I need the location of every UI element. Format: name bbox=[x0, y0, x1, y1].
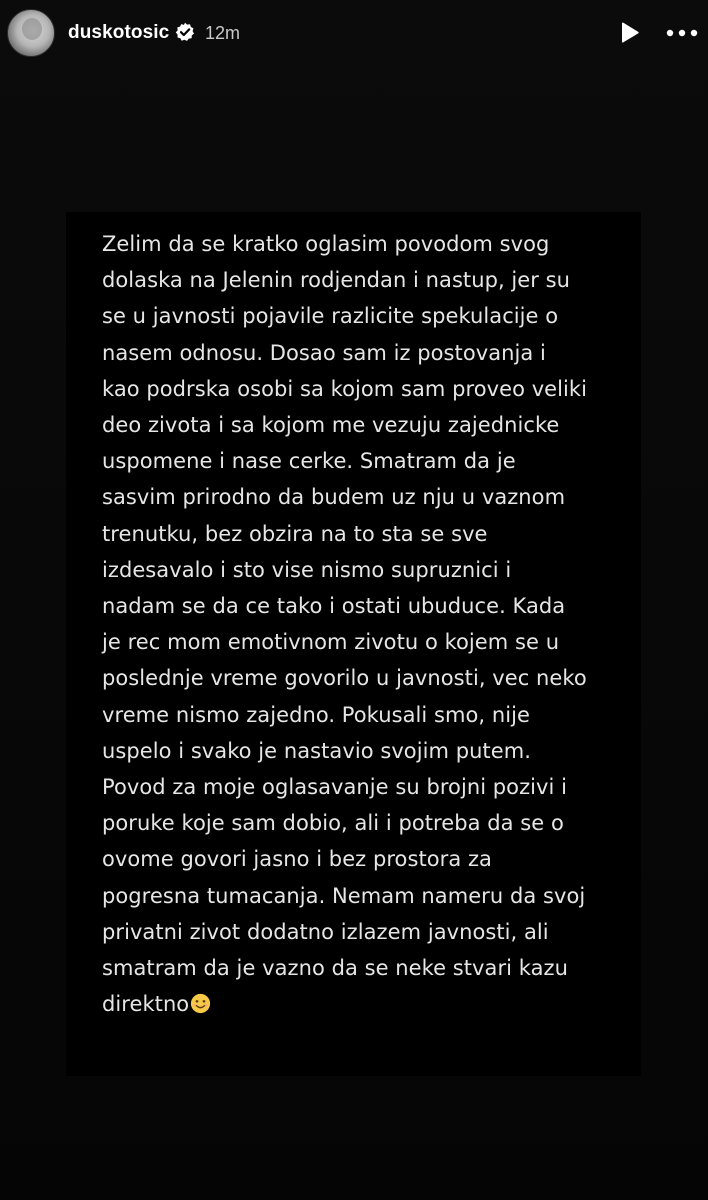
smiling-face-emoji-icon bbox=[190, 993, 211, 1014]
story-header bbox=[0, 0, 708, 66]
more-icon[interactable] bbox=[665, 20, 699, 46]
note-body: Zelim da se kratko oglasim povodom svog dolaska na Jelenin rodjendan i nastup, jer su se u javnosti pojavile razlicite spekulacije o nasem odnosu. Dosao sam iz postovanja i kao podrska osobi sa kojom sam proveo veliki deo zivota i sa kojom me vezuju zajednicke uspomene i nase cerke. Smatram da je sasvim prirodno da budem uz nju u vaznom trenutku, bez obzira na to sta se sve izdesavalo i sto vise nismo supruznici i nadam se da ce tako i ostati ubuduce. Kada je rec mom emotivnom zivotu o kojem se u poslednje vreme govorilo u javnosti, vec neko vreme nismo zajedno. Pokusali smo, nije uspelo i svako je nastavio svojim putem. Povod za moje oglasavanje su brojni pozivi i poruke koje sam dobio, ali i potreba da se o ovome govori jasno i bez prostora za pogresna tumacanja. Nemam nameru da svoj privatni zivot dodatno izlazem javnosti, ali smatram da je vazno da se neke stvari kazu direktno bbox=[102, 232, 588, 1017]
note-text bbox=[102, 226, 622, 1022]
username[interactable]: duskotosic bbox=[68, 22, 170, 43]
story-note-card bbox=[66, 212, 641, 1076]
avatar[interactable] bbox=[7, 9, 55, 57]
time-ago: 12m bbox=[205, 23, 241, 43]
verified-badge-icon bbox=[175, 22, 195, 42]
play-icon[interactable] bbox=[616, 20, 642, 46]
